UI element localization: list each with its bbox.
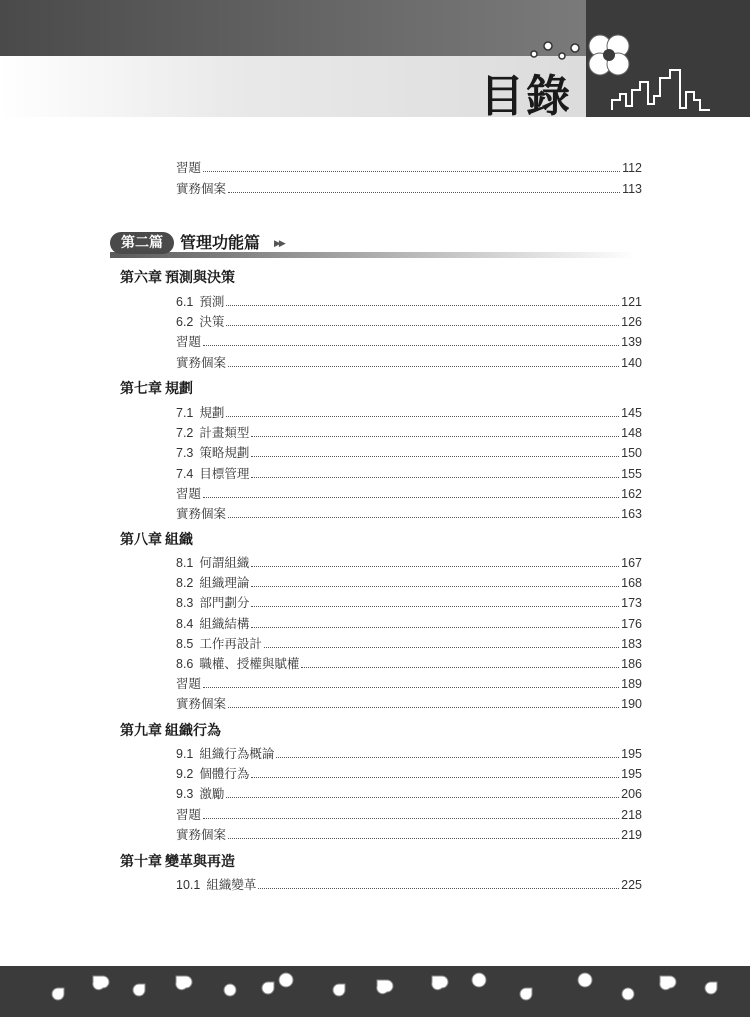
dot-leader: [251, 566, 619, 567]
page-number: 189: [621, 677, 642, 691]
toc-entry-label: [176, 353, 226, 371]
section-number: 8.1: [176, 556, 194, 570]
dot-leader: [203, 818, 619, 819]
toc-entry-label: [176, 694, 226, 712]
chapter-number: 第八章: [120, 532, 162, 548]
dot-leader: [228, 192, 620, 193]
section-title: 職權、授權與賦權: [199, 657, 300, 671]
section-title: 何謂組織: [199, 556, 250, 570]
page-number: 126: [621, 315, 642, 329]
toc-entry-label: [176, 805, 201, 823]
page-number: 195: [621, 767, 642, 781]
toc-entry[interactable]: [176, 875, 642, 891]
section-number: 8.3: [176, 596, 194, 610]
toc-entry[interactable]: [176, 443, 642, 459]
toc-entry-label: [176, 614, 249, 632]
toc-entry[interactable]: [176, 403, 642, 419]
toc-entry-label: [176, 674, 201, 692]
section-title: 決策: [199, 315, 225, 329]
chapter-title: 組織: [165, 532, 193, 548]
section-title: 實務個案: [176, 697, 227, 711]
section-title: 組織理論: [199, 576, 250, 590]
section-number: 9.1: [176, 747, 194, 761]
page-number: 219: [621, 828, 642, 842]
section-title: 習題: [176, 677, 202, 691]
toc-entry-label: [176, 593, 249, 611]
dot-leader: [226, 416, 619, 417]
chapter-title: 變革與再造: [165, 854, 235, 870]
toc-entry[interactable]: [176, 825, 642, 841]
toc-entry-label: [176, 875, 256, 893]
section-number: 8.6: [176, 657, 194, 671]
toc-entry[interactable]: [176, 674, 642, 690]
toc-entry-label: [176, 403, 224, 421]
section-title: 預測: [199, 295, 225, 309]
section-number: 10.1: [176, 878, 201, 892]
toc-entry[interactable]: [176, 614, 642, 630]
toc-entry[interactable]: [176, 634, 642, 650]
toc-entry[interactable]: [176, 423, 642, 439]
page-number: 155: [621, 467, 642, 481]
chapter-title: 組織行為: [165, 723, 221, 739]
section-title: 組織結構: [199, 617, 250, 631]
page-number: 140: [621, 356, 642, 370]
section-number: 9.2: [176, 767, 194, 781]
section-title: 規劃: [199, 406, 225, 420]
toc-entry[interactable]: [176, 744, 642, 760]
page-number: 176: [621, 617, 642, 631]
page-number: 163: [621, 507, 642, 521]
dot-leader: [251, 627, 619, 628]
page-footer: [0, 966, 750, 1017]
header-band: [0, 0, 586, 56]
toc-entry-label: [176, 484, 201, 502]
chapter-heading[interactable]: [120, 378, 193, 398]
chapter-number: 第十章: [120, 854, 162, 870]
toc-entry-label: [176, 158, 201, 176]
dot-leader: [203, 345, 619, 346]
toc-entry-label: [176, 312, 224, 330]
dot-leader: [251, 606, 619, 607]
chapter-heading[interactable]: [120, 851, 235, 871]
dot-leader: [203, 687, 619, 688]
page-number: 168: [621, 576, 642, 590]
chapter-title: 規劃: [165, 381, 193, 397]
chapter-number: 第九章: [120, 723, 162, 739]
toc-entry-label: [176, 292, 224, 310]
toc-entry[interactable]: [176, 464, 642, 480]
toc-entry[interactable]: [176, 484, 642, 500]
toc-entry-label: [176, 764, 249, 782]
toc-entry-label: [176, 443, 249, 461]
toc-entry-label: [176, 654, 299, 672]
section-title: 實務個案: [176, 356, 227, 370]
dot-leader: [301, 667, 619, 668]
section-title: 激勵: [199, 787, 225, 801]
toc-entry-label: [176, 744, 274, 762]
dot-leader: [264, 647, 619, 648]
section-title: 策略規劃: [199, 446, 250, 460]
dot-leader: [228, 517, 619, 518]
section-title: 實務個案: [176, 828, 227, 842]
toc-entry[interactable]: [176, 593, 642, 609]
section-title: 習題: [176, 161, 202, 175]
section-number: 9.3: [176, 787, 194, 801]
dot-leader: [276, 757, 619, 758]
double-arrow-icon: ▶▶: [274, 238, 284, 248]
page-number: 150: [621, 446, 642, 460]
toc-entry-label: [176, 423, 249, 441]
section-title: 實務個案: [176, 507, 227, 521]
page-number: 225: [621, 878, 642, 892]
dot-leader: [251, 777, 619, 778]
section-number: 7.4: [176, 467, 194, 481]
section-number: 8.4: [176, 617, 194, 631]
dot-leader: [251, 477, 619, 478]
dot-leader: [226, 797, 619, 798]
toc-entry[interactable]: [176, 654, 642, 670]
toc-entry[interactable]: [176, 805, 642, 821]
dot-leader: [226, 325, 619, 326]
page-title: 目錄: [480, 71, 572, 122]
toc-entry[interactable]: [176, 764, 642, 780]
section-title: 習題: [176, 487, 202, 501]
dot-leader: [228, 366, 619, 367]
chapter-heading[interactable]: [120, 529, 193, 549]
chapter-number: 第七章: [120, 381, 162, 397]
toc-entry[interactable]: [176, 292, 642, 308]
page-number: 186: [621, 657, 642, 671]
page-number: 167: [621, 556, 642, 570]
toc-entry-label: [176, 504, 226, 522]
toc-entry[interactable]: [176, 553, 642, 569]
page-number: 113: [622, 182, 642, 196]
toc-entry-label: [176, 784, 224, 802]
droplet-decoration-icon: [0, 966, 750, 1017]
section-title: 習題: [176, 808, 202, 822]
toc-entry-label: [176, 464, 249, 482]
toc-entry[interactable]: [176, 158, 642, 174]
section-title: 組織變革: [206, 878, 257, 892]
section-number: 6.2: [176, 315, 194, 329]
dot-leader: [251, 586, 619, 587]
section-number: 7.2: [176, 426, 194, 440]
page-number: 190: [621, 697, 642, 711]
section-number: 6.1: [176, 295, 194, 309]
chapter-heading[interactable]: [120, 267, 235, 287]
section-title: 實務個案: [176, 182, 227, 196]
page-number: 139: [621, 335, 642, 349]
section-title: 習題: [176, 335, 202, 349]
chapter-heading[interactable]: [120, 720, 221, 740]
toc-entry[interactable]: [176, 694, 642, 710]
toc-entry-label: [176, 332, 201, 350]
chapter-number: 第六章: [120, 270, 162, 286]
toc-entry-label: [176, 573, 249, 591]
toc-entry-label: [176, 634, 262, 652]
page-number: 183: [621, 637, 642, 651]
section-title: 組織行為概論: [199, 747, 275, 761]
toc-entry[interactable]: [176, 312, 642, 328]
dot-leader: [226, 305, 619, 306]
page-header: [0, 0, 750, 122]
page-number: 173: [621, 596, 642, 610]
dot-leader: [258, 888, 619, 889]
section-title: 部門劃分: [199, 596, 250, 610]
dot-leader: [228, 838, 619, 839]
toc-entry[interactable]: [176, 332, 642, 348]
toc-entry-label: [176, 825, 226, 843]
dot-leader: [251, 456, 619, 457]
toc-entry-label: [176, 553, 249, 571]
toc-entry[interactable]: [176, 504, 642, 520]
section-number: 8.2: [176, 576, 194, 590]
section-number: 7.3: [176, 446, 194, 460]
section-title: 工作再設計: [199, 637, 262, 651]
dot-leader: [203, 171, 620, 172]
part-title: 管理功能篇: [180, 233, 261, 252]
toc-entry[interactable]: [176, 784, 642, 800]
section-title: 目標管理: [199, 467, 250, 481]
section-number: 7.1: [176, 406, 194, 420]
toc-entry[interactable]: [176, 179, 642, 195]
toc-entry[interactable]: [176, 573, 642, 589]
page-number: 206: [621, 787, 642, 801]
page-number: 112: [622, 161, 642, 175]
toc-entry-label: [176, 179, 226, 197]
page-number: 218: [621, 808, 642, 822]
dot-leader: [203, 497, 619, 498]
section-title: 個體行為: [199, 767, 250, 781]
page-number: 195: [621, 747, 642, 761]
page-number: 148: [621, 426, 642, 440]
dot-leader: [228, 707, 619, 708]
page-number: 162: [621, 487, 642, 501]
page-number: 121: [621, 295, 642, 309]
part-heading: [110, 230, 635, 258]
dot-leader: [251, 436, 619, 437]
section-number: 8.5: [176, 637, 194, 651]
toc-entry[interactable]: [176, 353, 642, 369]
section-title: 計畫類型: [199, 426, 250, 440]
chapter-title: 預測與決策: [165, 270, 235, 286]
page-number: 145: [621, 406, 642, 420]
part-badge: 第二篇: [110, 232, 174, 254]
